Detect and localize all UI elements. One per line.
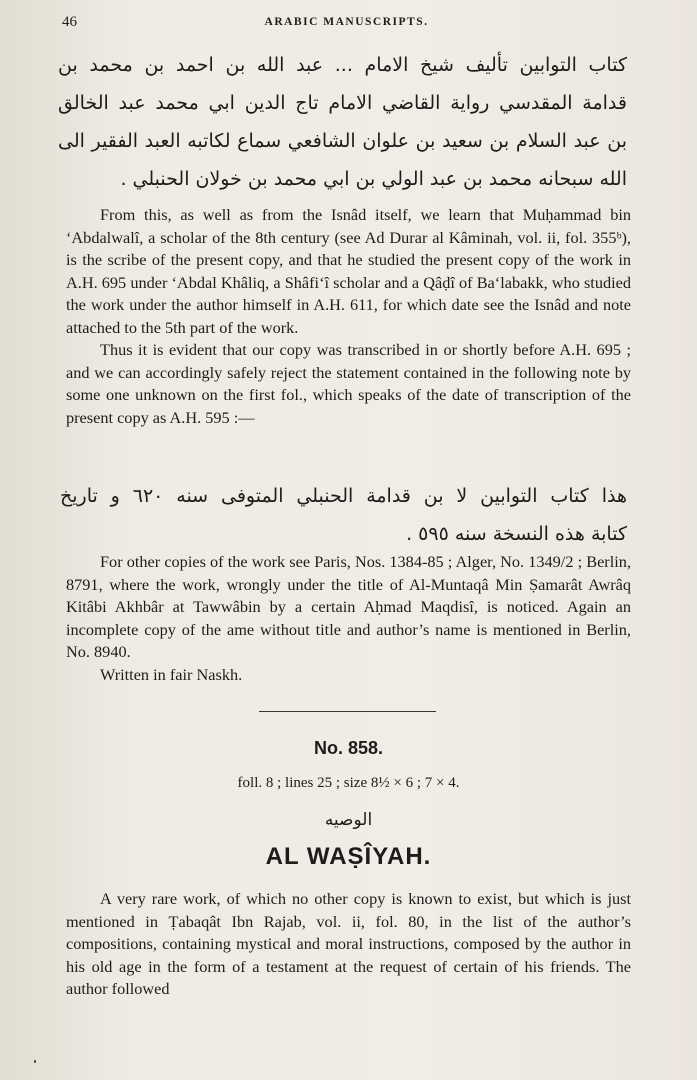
page-header [62,12,631,34]
paragraph-description: A very rare work, of which no other copy is known to exist, but which is just mentioned in Ṭabaqât Ibn Rajab, vol. ii, fol. 80, in the list of the author’s compositions, containing mystical and moral instructions, composed by the author in his old age in the form of a testament at the request of certain of his friends. The author followed [66,889,631,998]
entry-meta: foll. 8 ; lines 25 ; size 8½ × 6 ; 7 × 4. [237,775,460,791]
body-text-3 [66,888,631,1001]
arabic-line: الله سبحانه محمد بن عبد الولي بن ابي محمد بن خولان الحنبلي . [120,168,627,190]
entry-arabic-title: الوصيه [324,810,373,830]
arabic-line: كتاب التوابين تأليف شيخ الامام ... عبد الله بن احمد بن محمد بن [58,54,627,76]
arabic-quotation-2 [60,477,627,553]
arabic-line: قدامة المقدسي رواية القاضي الامام تاج الدين ابي محمد عبد الخالق [58,92,627,114]
paragraph-script: Written in fair Naskh. [100,664,243,684]
paragraph-evidence: Thus it is evident that our copy was transcribed in or shortly before A.H. 695 ; and we can accordingly safely reject the statement contained in the following note by some one unknown on the first fol., which speaks of the date of transcription of the present copy as A.H. 595 :— [66,340,631,427]
arabic-quotation-1 [58,46,627,198]
body-text-1 [66,204,631,429]
running-title: ARABIC MANUSCRIPTS. [264,16,429,28]
section-divider [259,711,436,712]
entry-title: AL WAṢÎYAH. [265,843,432,870]
arabic-line: هذا كتاب التوابين لا بن قدامة الحنبلي المتوفى سنه ٦٢٠ و تاريخ [60,485,627,507]
paragraph-other-copies: For other copies of the work see Paris, Nos. 1384-85 ; Alger, No. 1349/2 ; Berlin, 8791, where the work, wrongly under the title of Al-Muntaqâ Min Ṣamarât Awrâq Kitâbi Akhbâr at Tawwâbin by a certain Aḥmad Maqdisî, is noticed. Again an incomplete copy of the ame without title and author’s name is mentioned in Berlin, No. 8940. [66,552,631,661]
arabic-line: كتابة هذه النسخة سنه ٥٩٥ . [406,523,627,545]
page-blemish [34,1060,36,1063]
entry-number: No. 858. [313,738,384,758]
arabic-line: بن عبد السلام بن سعيد بن علوان الشافعي سماع لكاتبه العبد الفقير الى [58,130,627,152]
page-number: 46 [62,14,77,30]
paragraph-isnad: From this, as well as from the Isnâd itself, we learn that Muḥammad bin ‘Abdalwalî, a scholar of the 8th century (see Ad Durar al Kâminah, vol. ii, fol. 355ᵇ), is the scribe of the present copy, and that he studied the present copy of the work in A.H. 695 under ‘Abdal Khâliq, a Shâfi‘î scholar and a Qâḍî of Ba‘labakk, who studied the work under the author himself in A.H. 611, for which date see the Isnâd and note attached to the 5th part of the work. [66,205,631,337]
body-text-2 [66,551,631,686]
